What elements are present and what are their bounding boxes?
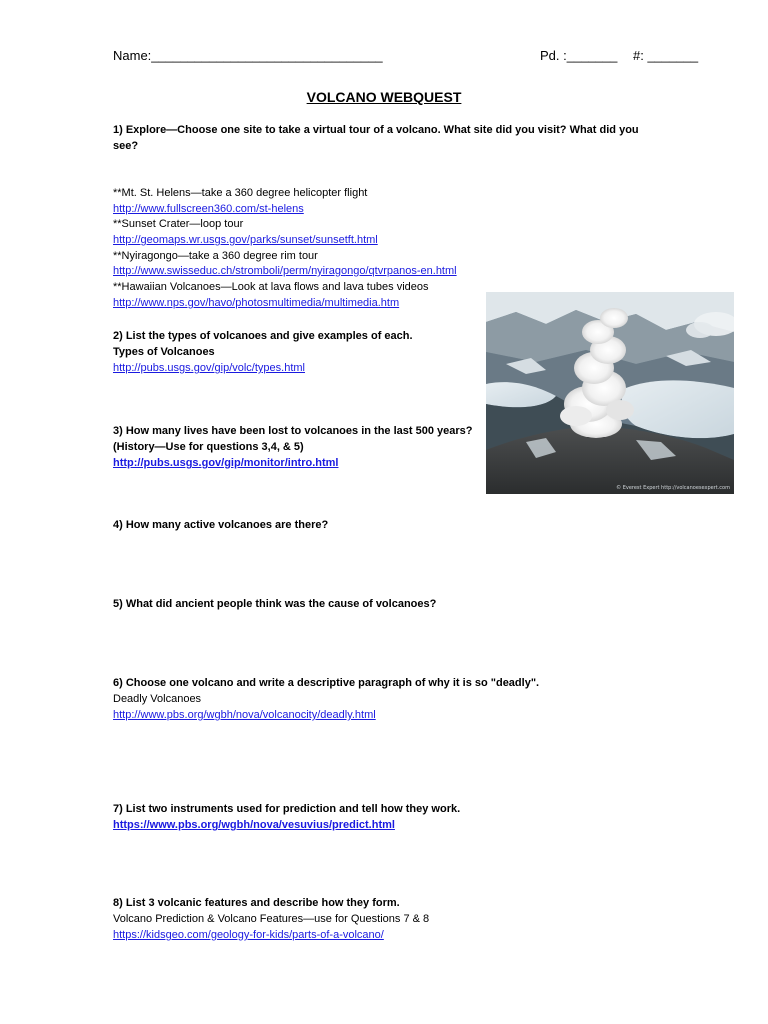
page-title: VOLCANO WEBQUEST — [306, 89, 462, 105]
site-label-nyiragongo: **Nyiragongo—take a 360 degree rim tour — [113, 250, 318, 262]
question-7-link[interactable]: https://www.pbs.org/wgbh/nova/vesuvius/predict.html — [113, 819, 395, 831]
question-7: 7) List two instruments used for prediction and tell how they work. — [113, 803, 461, 815]
site-label-hawaiian: **Hawaiian Volcanoes—Look at lava flows and lava tubes videos — [113, 281, 429, 293]
question-6-link[interactable]: http://www.pbs.org/wgbh/nova/volcanocity/deadly.html — [113, 709, 376, 721]
site-link-nyiragongo[interactable]: http://www.swisseduc.ch/stromboli/perm/nyiragongo/qtvrpanos-en.html — [113, 265, 457, 277]
volcano-photo-illustration — [486, 292, 734, 494]
site-label-st-helens: **Mt. St. Helens—take a 360 degree helicopter flight — [113, 187, 368, 199]
question-8: 8) List 3 volcanic features and describe how they form. — [113, 897, 400, 909]
question-3: 3) How many lives have been lost to volcanoes in the last 500 years? — [113, 425, 473, 437]
question-8-link[interactable]: https://kidsgeo.com/geology-for-kids/parts-of-a-volcano/ — [113, 929, 384, 941]
site-link-st-helens[interactable]: http://www.fullscreen360.com/st-helens — [113, 203, 304, 215]
question-1-line-2: see? — [113, 140, 139, 152]
question-2: 2) List the types of volcanoes and give examples of each. — [113, 330, 413, 342]
question-5: 5) What did ancient people think was the cause of volcanoes? — [113, 598, 437, 610]
site-link-sunset-crater[interactable]: http://geomaps.wr.usgs.gov/parks/sunset/sunsetft.html — [113, 234, 378, 246]
question-6-subtitle: Deadly Volcanoes — [113, 693, 202, 705]
question-6: 6) Choose one volcano and write a descriptive paragraph of why it is so "deadly". — [113, 677, 540, 689]
volcano-photo — [486, 292, 734, 494]
number-field-label: #: _______ — [633, 48, 699, 63]
period-field-label: Pd. :_______ — [540, 48, 618, 63]
photo-credit: © Everest Expert http://volcanoesexpert.com — [616, 485, 730, 491]
name-field-label: Name:________________________________ — [113, 48, 383, 63]
site-link-hawaiian[interactable]: http://www.nps.gov/havo/photosmultimedia/multimedia.htm — [113, 297, 400, 309]
question-8-note: Volcano Prediction & Volcano Features—use for Questions 7 & 8 — [113, 913, 430, 925]
question-2-subtitle: Types of Volcanoes — [113, 346, 215, 358]
question-3-link[interactable]: http://pubs.usgs.gov/gip/monitor/intro.html — [113, 457, 339, 469]
question-2-link[interactable]: http://pubs.usgs.gov/gip/volc/types.html — [113, 362, 305, 374]
site-label-sunset-crater: **Sunset Crater—loop tour — [113, 218, 244, 230]
question-4: 4) How many active volcanoes are there? — [113, 519, 329, 531]
question-3-note: (History—Use for questions 3,4, & 5) — [113, 441, 304, 453]
question-1-line-1: 1) Explore—Choose one site to take a virtual tour of a volcano. What site did you visit? What did you — [113, 124, 639, 136]
